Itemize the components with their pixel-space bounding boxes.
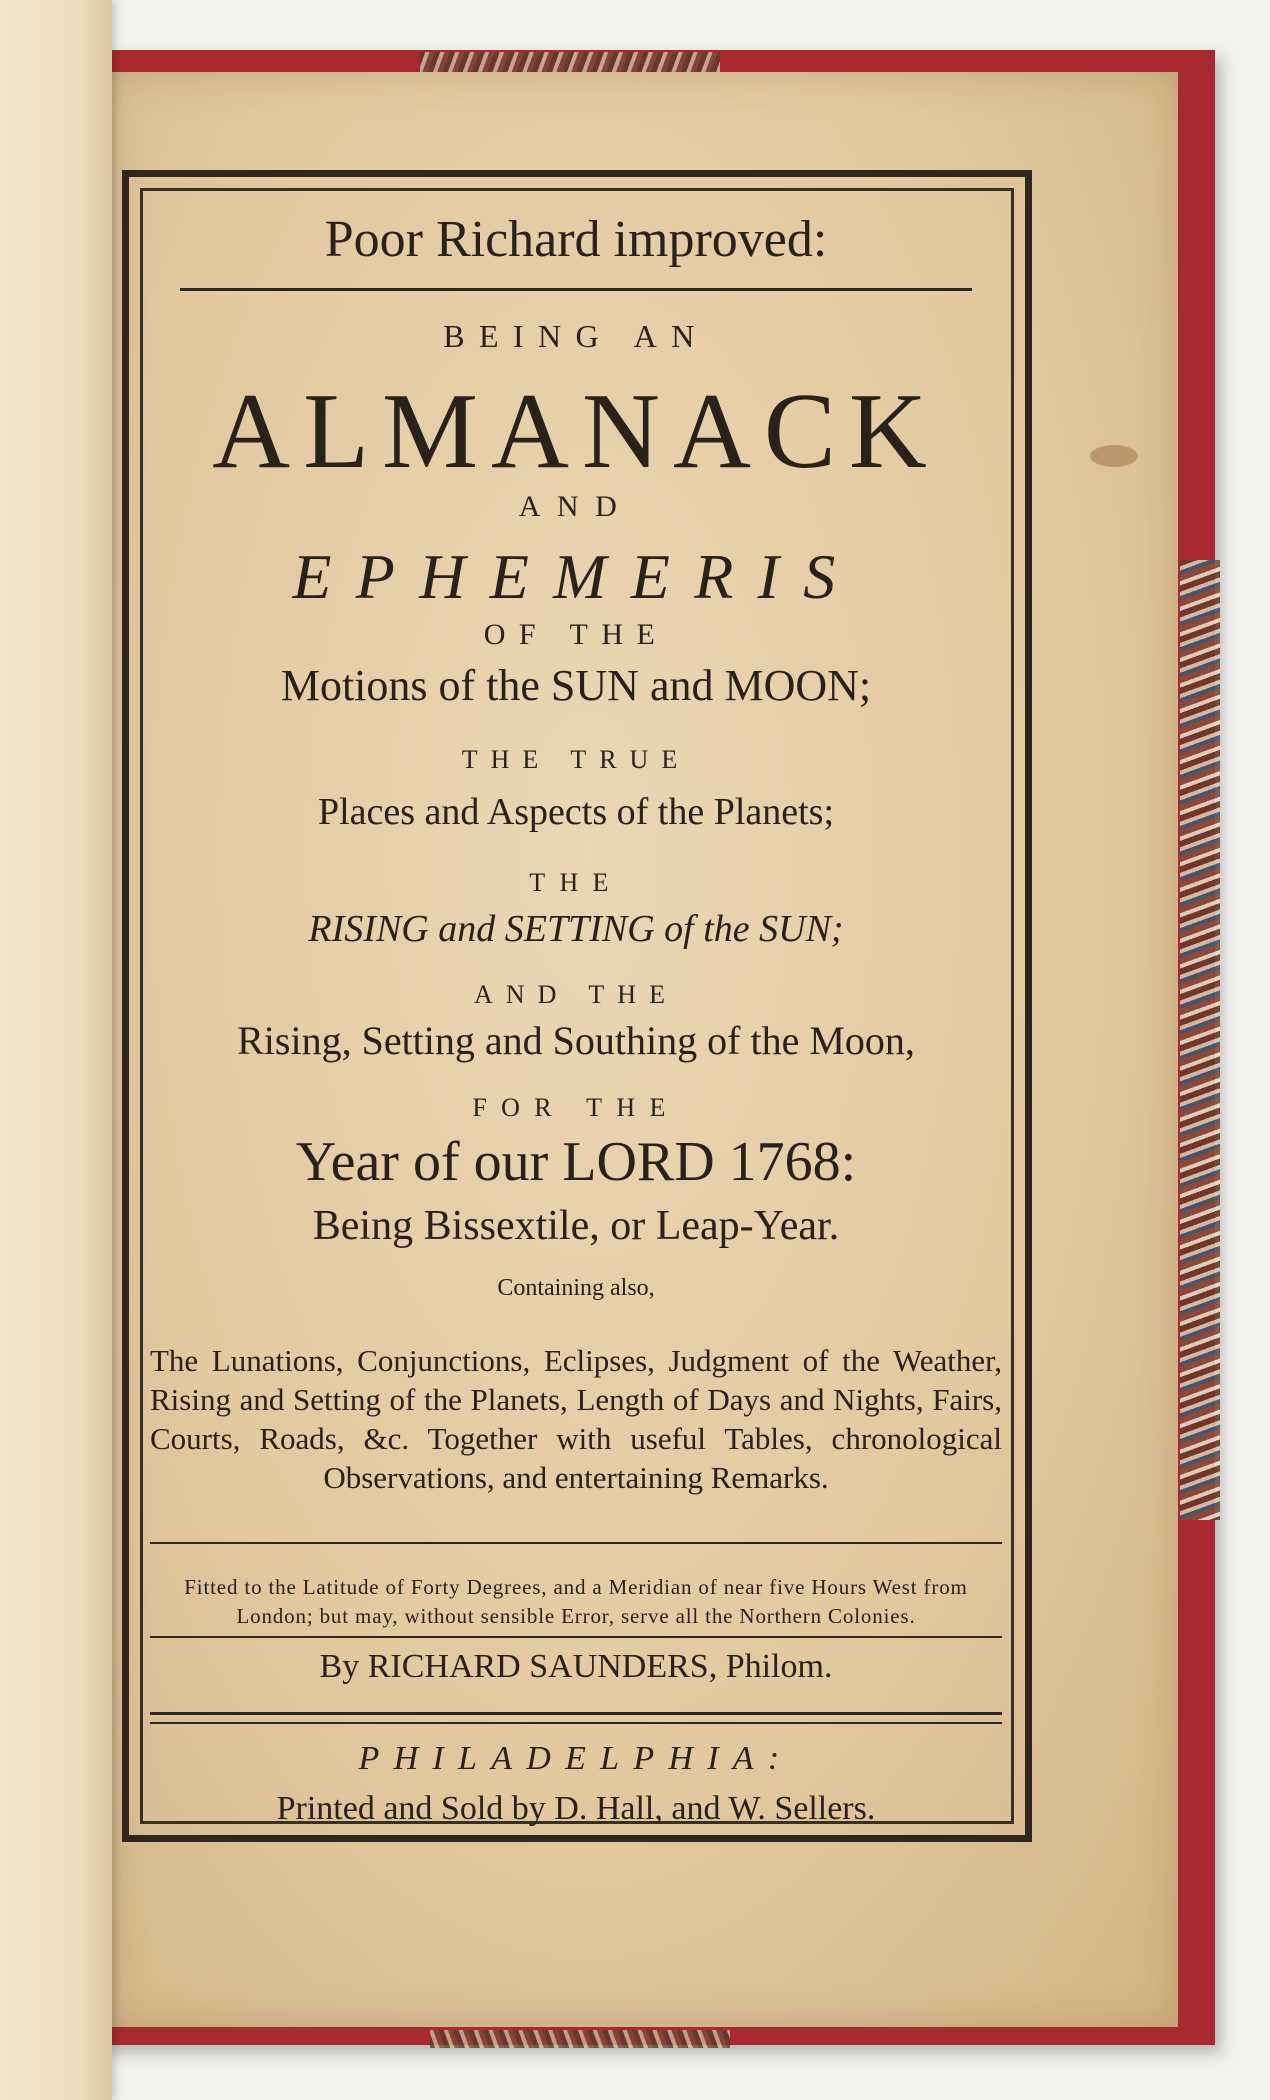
the-true-line: THE TRUE [461,745,691,774]
marbled-edge [1180,560,1220,1520]
paper-stain [1090,445,1138,467]
the-line: THE [529,868,623,897]
of-the-line: OF THE [483,618,669,651]
rising-moon-line: Rising, Setting and Southing of the Moon, [237,1018,915,1063]
header-title: Poor Richard improved: [324,211,828,268]
places-line: Places and Aspects of the Planets; [317,791,835,833]
marbled-spine-bottom [430,2030,730,2048]
year-line: Year of our LORD 1768: [295,1131,857,1193]
fitted-note: Fitted to the Latitude of Forty Degrees, and a Meridian of near five Hours West from London; but may, without sensible Error, serve all the Northern Colonies. [184,1575,968,1628]
rule-under-header [180,288,972,291]
being-an-line: BEING AN [443,318,709,354]
and-the-line: AND THE [474,980,678,1009]
author-line: By RICHARD SAUNDERS, Philom. [319,1648,833,1685]
rule-above-imprint-2 [150,1722,1002,1724]
rule-above-author [150,1636,1002,1638]
contents-paragraph: The Lunations, Conjunctions, Eclipses, Judgment of the Weather, Rising and Setting of the Planets, Length of Days and Nights, Fairs, Courts, Roads, &c. Together with useful Tables, chronological Observations, and entertaining Remarks. [150,1343,1002,1495]
flyleaf [0,0,112,2100]
imprint-city: PHILADELPHIA: [358,1740,794,1777]
leap-year-line: Being Bissextile, or Leap-Year. [312,1203,840,1249]
for-the-line: FOR THE [472,1093,680,1122]
and-line: AND [518,490,634,523]
ephemeris-heading: EPHEMERIS [292,541,860,612]
rising-setting-sun-line: RISING and SETTING of the SUN; [308,908,844,950]
rule-above-fitted [150,1542,1002,1544]
motions-line: Motions of the SUN and MOON; [280,661,872,710]
almanack-heading: ALMANACK [212,372,940,491]
imprint-printer: Printed and Sold by D. Hall, and W. Sellers. [276,1790,876,1827]
rule-above-imprint-1 [150,1712,1002,1715]
containing-line: Containing also, [497,1275,655,1301]
